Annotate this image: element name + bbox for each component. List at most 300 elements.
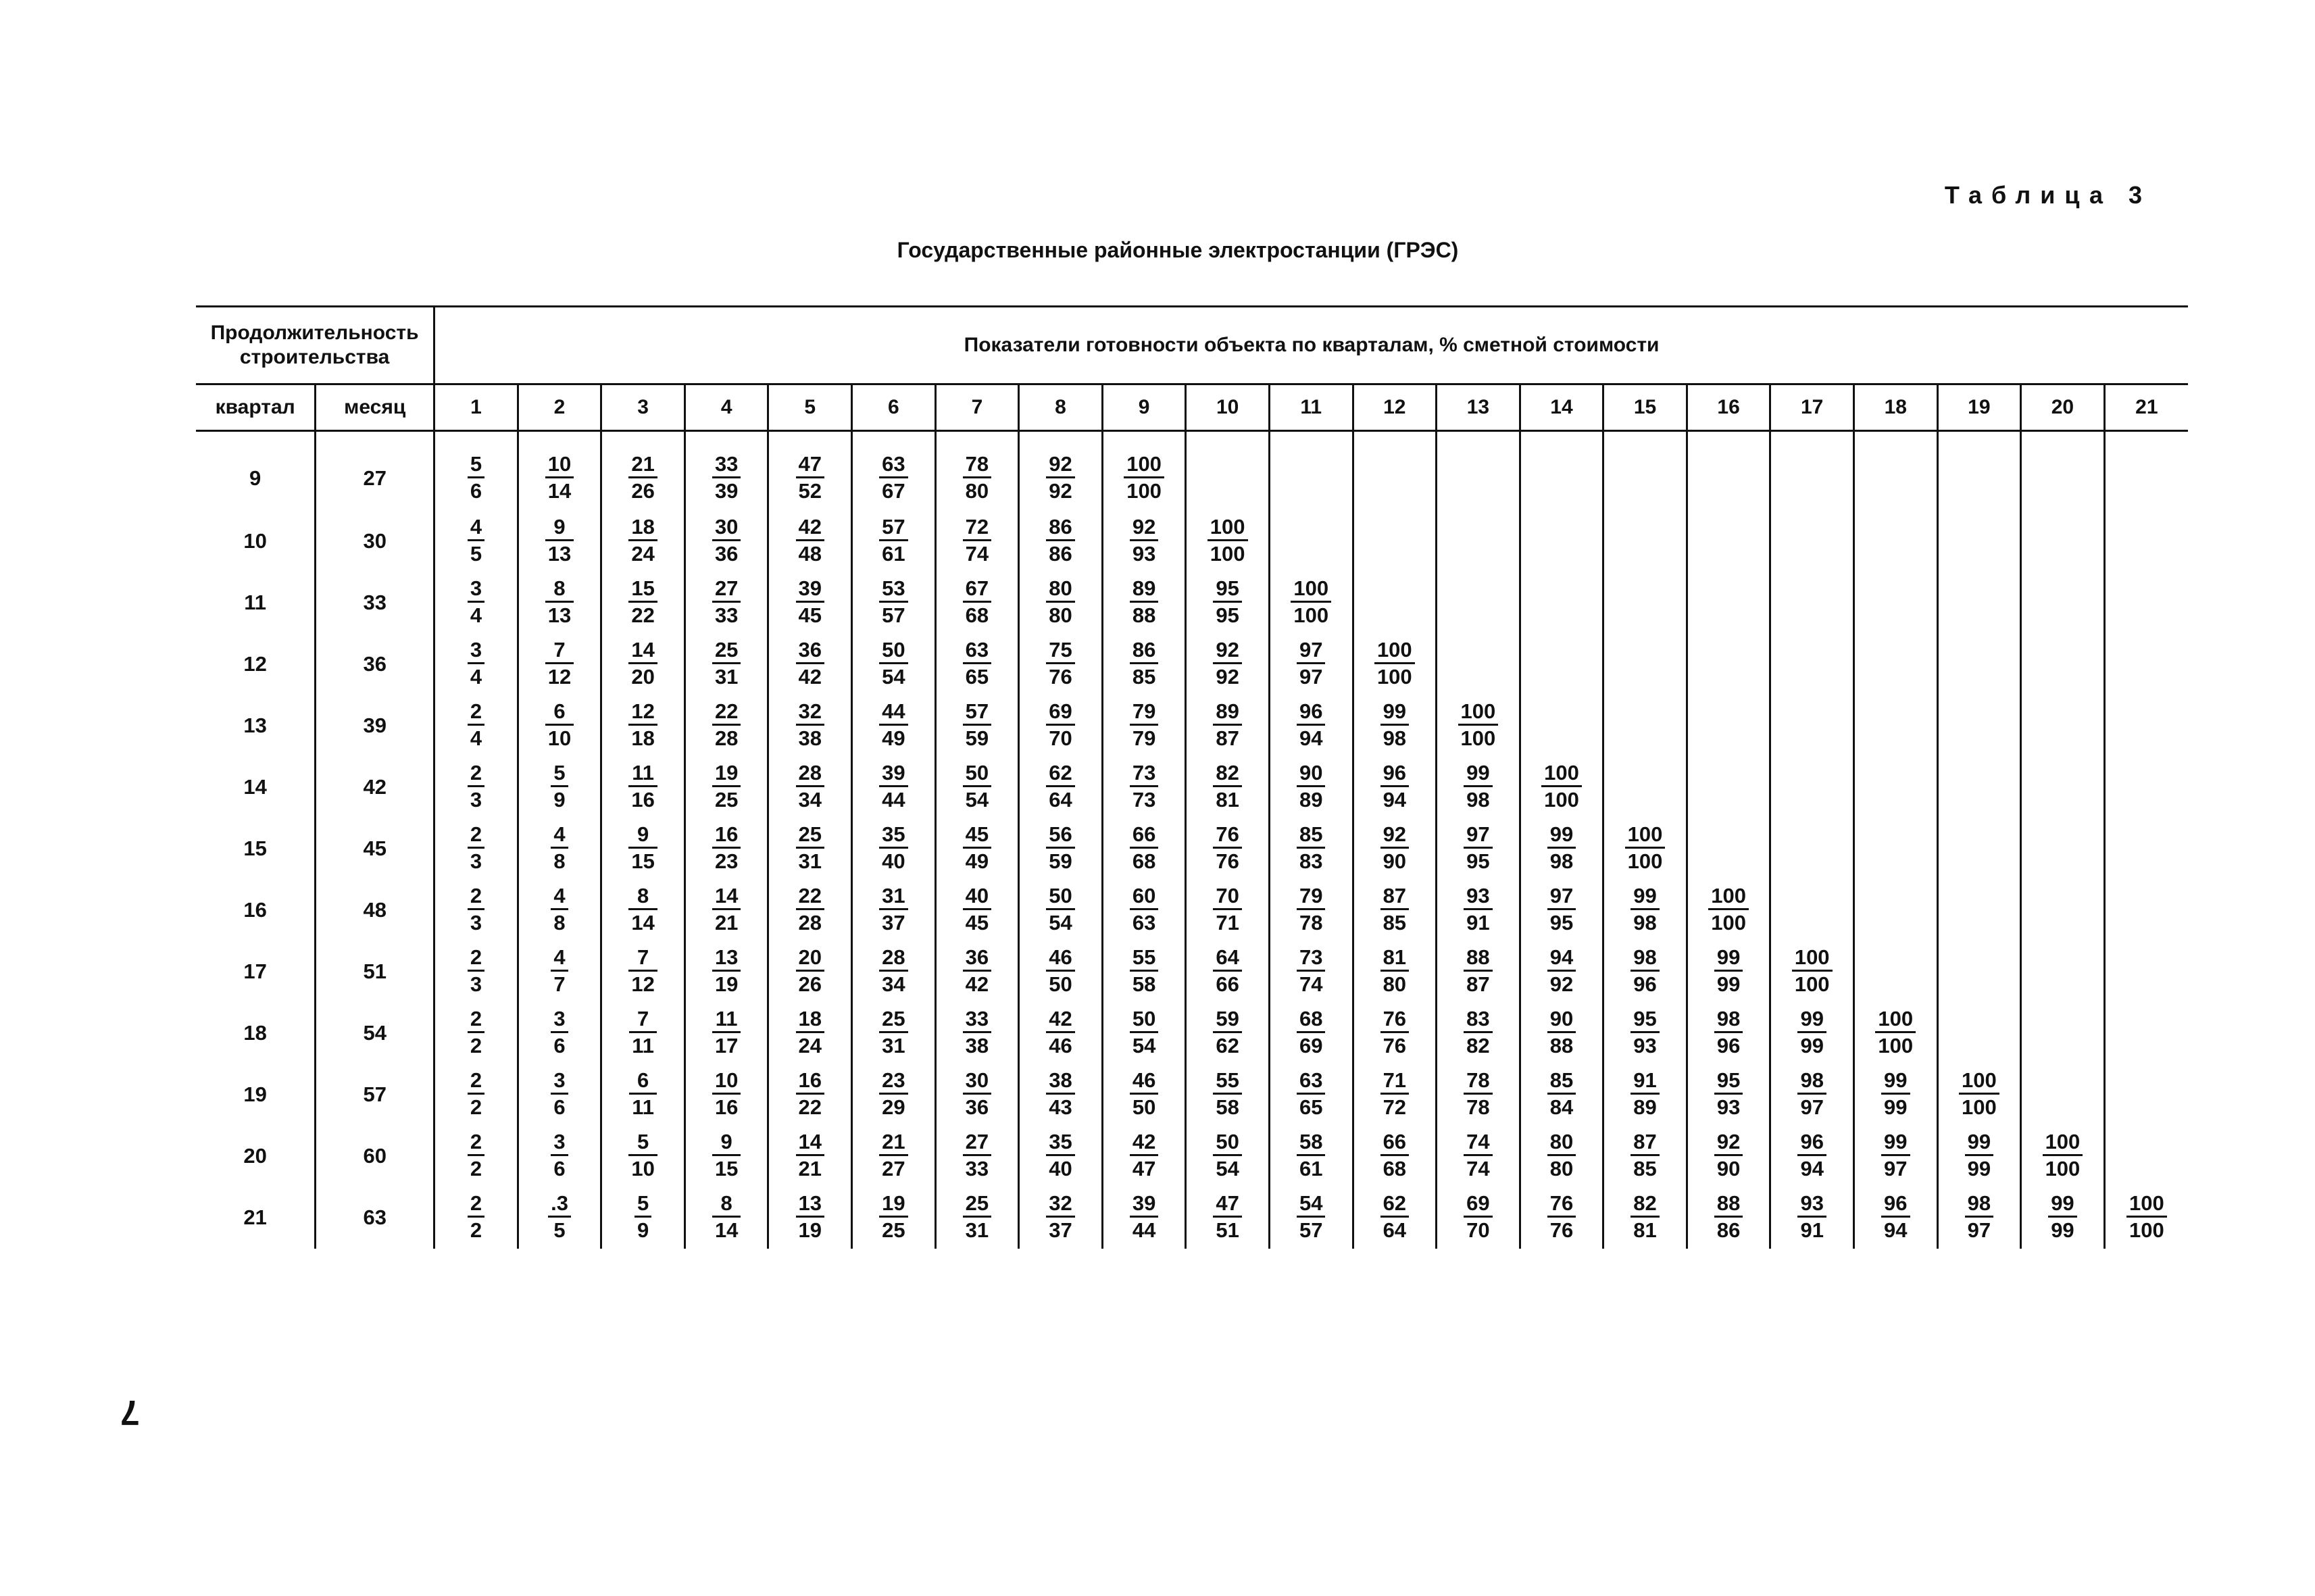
fraction-numerator: 79 — [1297, 885, 1325, 910]
readiness-cell — [1687, 1187, 1770, 1249]
fraction-denominator: 21 — [798, 1157, 822, 1180]
fraction-denominator: 96 — [1633, 972, 1657, 996]
readiness-fraction — [2043, 1131, 2083, 1179]
readiness-cell — [1269, 634, 1353, 695]
fraction-numerator: 56 — [1046, 824, 1074, 849]
readiness-cell — [601, 1003, 685, 1064]
readiness-cell — [434, 941, 518, 1003]
fraction-denominator: 100 — [1210, 542, 1245, 566]
readiness-cell — [1269, 1064, 1353, 1126]
readiness-cell — [768, 1187, 852, 1249]
fraction-numerator: 82 — [1631, 1193, 1659, 1218]
fraction-numerator: 64 — [1213, 947, 1241, 972]
readiness-cell — [1102, 1187, 1186, 1249]
fraction-numerator: 7 — [629, 1008, 657, 1033]
readiness-cell — [1353, 511, 1437, 572]
fraction-denominator: 80 — [1383, 972, 1407, 996]
table-row — [196, 1003, 2188, 1064]
readiness-fraction — [468, 885, 484, 933]
fraction-denominator: 65 — [965, 665, 989, 689]
readiness-cell — [1019, 634, 1103, 695]
readiness-fraction — [1046, 1008, 1074, 1056]
readiness-cell — [935, 695, 1019, 757]
readiness-fraction — [1380, 1070, 1409, 1118]
readiness-fraction — [1464, 762, 1492, 810]
fraction-numerator: 42 — [796, 516, 824, 541]
readiness-cell — [1353, 1187, 1437, 1249]
fraction-numerator: 3 — [551, 1131, 568, 1156]
readiness-cell — [1687, 511, 1770, 572]
fraction-denominator: 31 — [965, 1218, 989, 1242]
fraction-denominator: 74 — [1466, 1157, 1490, 1180]
fraction-denominator: 14 — [714, 1218, 739, 1242]
readiness-cell — [1269, 757, 1353, 818]
readiness-cell — [1520, 941, 1603, 1003]
fraction-numerator: 5 — [551, 762, 568, 787]
fraction-numerator: 44 — [879, 701, 907, 726]
readiness-fraction — [1046, 824, 1074, 872]
readiness-cell — [1186, 695, 1270, 757]
readiness-fraction — [1380, 1193, 1409, 1241]
fraction-numerator: 2 — [468, 1193, 484, 1218]
readiness-fraction — [963, 1131, 991, 1179]
readiness-cell — [1937, 1064, 2021, 1126]
readiness-cell — [1019, 1126, 1103, 1187]
fraction-numerator: 59 — [1213, 1008, 1241, 1033]
readiness-cell — [1603, 880, 1687, 941]
readiness-cell — [601, 1126, 685, 1187]
readiness-cell — [1853, 634, 1937, 695]
readiness-cell — [2021, 1187, 2105, 1249]
fraction-denominator: 4 — [470, 603, 482, 627]
readiness-cell — [2021, 1003, 2105, 1064]
readiness-fraction — [712, 453, 741, 501]
quarter-number-header: 15 — [1603, 384, 1687, 431]
fraction-numerator: 98 — [1797, 1070, 1826, 1095]
fraction-denominator: 57 — [882, 603, 905, 627]
readiness-cell — [2104, 880, 2188, 941]
readiness-fraction — [1881, 1070, 1910, 1118]
readiness-fraction — [1797, 1070, 1826, 1118]
fraction-numerator: 38 — [1046, 1070, 1074, 1095]
fraction-denominator: 97 — [1299, 665, 1323, 689]
readiness-fraction — [1464, 1070, 1492, 1118]
fraction-numerator: 75 — [1046, 639, 1074, 664]
fraction-denominator: 61 — [882, 542, 905, 566]
readiness-fraction — [1714, 1131, 1743, 1179]
readiness-fraction — [1547, 1008, 1576, 1056]
readiness-fraction — [879, 947, 907, 995]
readiness-cell — [1687, 634, 1770, 695]
readiness-fraction — [1875, 1008, 1916, 1056]
readiness-fraction — [551, 885, 568, 933]
fraction-numerator: 100 — [2043, 1131, 2083, 1156]
fraction-numerator: 15 — [628, 578, 657, 603]
fraction-denominator: 33 — [965, 1157, 989, 1180]
readiness-cell — [684, 1187, 768, 1249]
fraction-denominator: 76 — [1049, 665, 1072, 689]
readiness-fraction — [1297, 1131, 1325, 1179]
readiness-fraction — [545, 701, 574, 749]
fraction-denominator: 48 — [798, 542, 822, 566]
readiness-cell — [1269, 431, 1353, 511]
readiness-fraction — [1714, 1193, 1743, 1241]
readiness-cell — [1853, 1064, 1937, 1126]
readiness-fraction — [468, 578, 484, 626]
fraction-numerator: 57 — [879, 516, 907, 541]
duration-quarter-cell: 18 — [243, 1021, 267, 1045]
fraction-denominator: 99 — [2051, 1218, 2074, 1242]
fraction-numerator: 100 — [1458, 701, 1499, 726]
fraction-denominator: 62 — [1216, 1034, 1239, 1057]
fraction-numerator: 36 — [796, 639, 824, 664]
readiness-cell — [1687, 431, 1770, 511]
fraction-numerator: 2 — [468, 947, 484, 972]
readiness-cell — [1019, 1064, 1103, 1126]
readiness-cell — [768, 1064, 852, 1126]
readiness-fraction — [468, 639, 484, 687]
readiness-fraction — [796, 639, 824, 687]
readiness-fraction — [1547, 1193, 1576, 1241]
table-row — [196, 757, 2188, 818]
readiness-fraction — [628, 1131, 657, 1179]
table-row — [196, 695, 2188, 757]
readiness-fraction — [963, 1070, 991, 1118]
readiness-cell — [1353, 880, 1437, 941]
fraction-denominator: 14 — [547, 479, 572, 503]
table-row — [196, 634, 2188, 695]
fraction-numerator: 22 — [796, 885, 824, 910]
fraction-denominator: 67 — [882, 479, 905, 503]
readiness-fraction — [1714, 947, 1743, 995]
fraction-numerator: 22 — [712, 701, 741, 726]
table-row — [196, 941, 2188, 1003]
readiness-cell — [1186, 572, 1270, 634]
table-row — [196, 431, 2188, 511]
readiness-cell — [434, 880, 518, 941]
fraction-denominator: 93 — [1716, 1095, 1741, 1119]
readiness-fraction — [1124, 453, 1164, 501]
readiness-fraction — [1631, 1008, 1659, 1056]
fraction-denominator: 24 — [631, 542, 655, 566]
fraction-denominator: 85 — [1633, 1157, 1657, 1180]
readiness-fraction — [1130, 516, 1158, 564]
readiness-cell — [1853, 880, 1937, 941]
fraction-denominator: 44 — [1132, 1218, 1156, 1242]
fraction-denominator: 31 — [882, 1034, 905, 1057]
readiness-cell — [1853, 1187, 1937, 1249]
readiness-fraction — [1380, 1008, 1409, 1056]
readiness-cell — [518, 634, 601, 695]
quarter-number-header: 16 — [1687, 384, 1770, 431]
fraction-denominator: 26 — [631, 479, 655, 503]
readiness-fraction — [1130, 947, 1158, 995]
fraction-denominator: 16 — [714, 1095, 739, 1119]
fraction-numerator: 90 — [1297, 762, 1325, 787]
fraction-numerator: 5 — [468, 453, 484, 478]
fraction-numerator: 100 — [1959, 1070, 1999, 1095]
readiness-cell — [1853, 941, 1937, 1003]
fraction-denominator: 50 — [1049, 972, 1072, 996]
fraction-denominator: 21 — [714, 911, 739, 934]
fraction-numerator: 73 — [1130, 762, 1158, 787]
fraction-numerator: 18 — [796, 1008, 824, 1033]
readiness-fraction — [879, 885, 907, 933]
fraction-numerator: 72 — [963, 516, 991, 541]
readiness-cell — [518, 1187, 601, 1249]
fraction-numerator: 100 — [1374, 639, 1415, 664]
readiness-cell — [1102, 431, 1186, 511]
readiness-fraction — [628, 639, 657, 687]
readiness-cell — [1687, 1126, 1770, 1187]
fraction-numerator: 89 — [1213, 701, 1241, 726]
fraction-denominator: 29 — [882, 1095, 905, 1119]
readiness-cell — [1186, 757, 1270, 818]
fraction-numerator: 93 — [1797, 1193, 1826, 1218]
readiness-cell — [1437, 757, 1520, 818]
readiness-fraction — [1046, 1070, 1074, 1118]
readiness-cell — [1937, 695, 2021, 757]
fraction-numerator: 99 — [1881, 1070, 1910, 1095]
readiness-cell — [601, 695, 685, 757]
readiness-cell — [935, 880, 1019, 941]
readiness-cell — [1520, 757, 1603, 818]
readiness-fraction — [1046, 762, 1074, 810]
readiness-cell — [1186, 634, 1270, 695]
readiness-cell — [852, 1003, 936, 1064]
readiness-fraction — [1046, 578, 1074, 626]
fraction-numerator: 46 — [1130, 1070, 1158, 1095]
fraction-denominator: 85 — [1132, 665, 1156, 689]
readiness-fraction — [1297, 639, 1325, 687]
readiness-fraction — [551, 1070, 568, 1118]
readiness-cell — [1102, 818, 1186, 880]
fraction-denominator: 93 — [1132, 542, 1156, 566]
fraction-numerator: 28 — [796, 762, 824, 787]
readiness-fraction — [1797, 1008, 1826, 1056]
fraction-numerator: 100 — [1792, 947, 1833, 972]
readiness-fraction — [712, 762, 741, 810]
readiness-cell — [2021, 431, 2105, 511]
readiness-cell — [1353, 634, 1437, 695]
fraction-denominator: 98 — [1383, 726, 1407, 750]
quarter-number-header: 20 — [2021, 384, 2105, 431]
readiness-fraction — [628, 947, 657, 995]
readiness-cell — [852, 880, 936, 941]
readiness-cell — [1603, 511, 1687, 572]
readiness-fraction — [1380, 701, 1409, 749]
fraction-denominator: 14 — [631, 911, 655, 934]
readiness-cell — [935, 511, 1019, 572]
quarter-number-header: 13 — [1437, 384, 1520, 431]
readiness-fraction — [1380, 1131, 1409, 1179]
fraction-denominator: 76 — [1216, 849, 1239, 873]
page-number: 7 — [120, 1393, 140, 1432]
fraction-numerator: 8 — [628, 885, 657, 910]
readiness-cell — [2104, 941, 2188, 1003]
readiness-cell — [1269, 572, 1353, 634]
readiness-cell — [935, 1064, 1019, 1126]
readiness-cell — [1019, 431, 1103, 511]
readiness-fraction — [1046, 516, 1074, 564]
readiness-cell — [2104, 695, 2188, 757]
readiness-fraction — [1130, 1131, 1158, 1179]
quarter-number-header: 8 — [1019, 384, 1103, 431]
readiness-fraction — [1130, 824, 1158, 872]
fraction-numerator: 11 — [628, 762, 657, 787]
readiness-cell — [518, 818, 601, 880]
fraction-numerator: 7 — [545, 639, 574, 664]
fraction-numerator: 40 — [963, 885, 991, 910]
readiness-fraction — [1464, 947, 1492, 995]
readiness-cell — [1770, 1064, 1854, 1126]
readiness-fraction — [1130, 1193, 1158, 1241]
fraction-denominator: 80 — [965, 479, 989, 503]
fraction-numerator: 21 — [628, 453, 657, 478]
readiness-cell — [1102, 634, 1186, 695]
readiness-cell — [1770, 1003, 1854, 1064]
quarter-number-header: 3 — [601, 384, 685, 431]
readiness-cell — [518, 572, 601, 634]
readiness-fraction — [712, 1131, 741, 1179]
readiness-cell — [434, 1187, 518, 1249]
fraction-denominator: 86 — [1716, 1218, 1741, 1242]
readiness-fraction — [879, 1131, 907, 1179]
readiness-fraction — [712, 885, 741, 933]
fraction-numerator: 76 — [1213, 824, 1241, 849]
readiness-fraction — [879, 516, 907, 564]
fraction-numerator: 10 — [545, 453, 574, 478]
readiness-cell — [1937, 572, 2021, 634]
fraction-denominator: 3 — [470, 911, 482, 934]
duration-month-cell: 48 — [316, 880, 434, 941]
fraction-numerator: 92 — [1380, 824, 1409, 849]
fraction-numerator: 82 — [1213, 762, 1241, 787]
readiness-cell — [2104, 1003, 2188, 1064]
readiness-cell — [1437, 572, 1520, 634]
fraction-denominator: 80 — [1049, 603, 1072, 627]
readiness-fraction — [1297, 701, 1325, 749]
readiness-cell — [601, 511, 685, 572]
readiness-fraction — [1213, 639, 1241, 687]
duration-quarter-cell: 19 — [243, 1082, 267, 1106]
fraction-numerator: 2 — [468, 1008, 484, 1033]
duration-quarter-cell: 12 — [243, 652, 267, 676]
readiness-cell — [1853, 757, 1937, 818]
readiness-cell — [1937, 1126, 2021, 1187]
fraction-denominator: 65 — [1299, 1095, 1323, 1119]
fraction-denominator: 8 — [553, 911, 566, 934]
readiness-cell — [935, 1003, 1019, 1064]
fraction-numerator: 97 — [1297, 639, 1325, 664]
fraction-numerator: 96 — [1797, 1131, 1826, 1156]
fraction-denominator: 89 — [1299, 788, 1323, 812]
quarter-number-header: 4 — [684, 384, 768, 431]
readiness-cell — [2021, 1126, 2105, 1187]
readiness-fraction — [1213, 824, 1241, 872]
readiness-cell — [852, 941, 936, 1003]
readiness-fraction — [1130, 701, 1158, 749]
quarter-number-header: 9 — [1102, 384, 1186, 431]
fraction-numerator: 99 — [1380, 701, 1409, 726]
readiness-fraction — [628, 701, 657, 749]
readiness-cell — [1520, 818, 1603, 880]
duration-quarter-cell: 16 — [243, 898, 267, 922]
quarter-number-header: 2 — [518, 384, 601, 431]
readiness-fraction — [1625, 824, 1666, 872]
fraction-denominator: 87 — [1466, 972, 1490, 996]
fraction-numerator: 2 — [468, 701, 484, 726]
fraction-numerator: 8 — [712, 1193, 741, 1218]
readiness-cell — [852, 572, 936, 634]
duration-month-cell: 27 — [316, 431, 434, 511]
fraction-denominator: 96 — [1716, 1034, 1741, 1057]
readiness-fraction — [1881, 1131, 1910, 1179]
fraction-denominator: 100 — [1711, 911, 1746, 934]
fraction-numerator: 96 — [1881, 1193, 1910, 1218]
fraction-numerator: 23 — [879, 1070, 907, 1095]
readiness-cell — [1603, 1064, 1687, 1126]
readiness-fraction — [1297, 1070, 1325, 1118]
fraction-numerator: 36 — [963, 947, 991, 972]
readiness-cell — [1186, 511, 1270, 572]
fraction-denominator: 66 — [1216, 972, 1239, 996]
fraction-numerator: 74 — [1464, 1131, 1492, 1156]
readiness-cell — [1437, 1187, 1520, 1249]
readiness-fraction — [712, 1070, 741, 1118]
fraction-numerator: 9 — [545, 516, 574, 541]
readiness-cell — [1520, 1187, 1603, 1249]
fraction-numerator: 79 — [1130, 701, 1158, 726]
readiness-cell — [684, 880, 768, 941]
readiness-fraction — [796, 885, 824, 933]
fraction-denominator: 99 — [1716, 972, 1741, 996]
readiness-cell — [1520, 1003, 1603, 1064]
readiness-fraction — [628, 578, 657, 626]
readiness-fraction — [468, 1193, 484, 1241]
readiness-fraction — [1213, 947, 1241, 995]
fraction-denominator: 5 — [553, 1218, 566, 1242]
readiness-fraction — [468, 1070, 484, 1118]
readiness-cell — [1770, 572, 1854, 634]
readiness-cell — [1353, 1003, 1437, 1064]
readiness-fraction — [1046, 885, 1074, 933]
fraction-numerator: 9 — [712, 1131, 741, 1156]
readiness-cell — [518, 880, 601, 941]
readiness-fraction — [1213, 578, 1241, 626]
readiness-cell — [1186, 1064, 1270, 1126]
readiness-cell — [601, 572, 685, 634]
fraction-denominator: 94 — [1800, 1157, 1824, 1180]
header-row-groups — [196, 307, 2188, 384]
fraction-denominator: 81 — [1216, 788, 1239, 812]
readiness-cell — [852, 757, 936, 818]
fraction-denominator: 94 — [1884, 1218, 1908, 1242]
readiness-fraction — [628, 824, 657, 872]
readiness-cell — [768, 880, 852, 941]
readiness-cell — [1687, 1064, 1770, 1126]
readiness-cell — [935, 941, 1019, 1003]
readiness-fraction — [551, 1131, 568, 1179]
readiness-cell — [1269, 880, 1353, 941]
readiness-cell — [1186, 1126, 1270, 1187]
readiness-fraction — [545, 578, 574, 626]
readiness-cell — [684, 431, 768, 511]
fraction-numerator: 7 — [628, 947, 657, 972]
readiness-fraction — [551, 824, 568, 872]
readiness-fraction — [545, 639, 574, 687]
fraction-denominator: 50 — [1132, 1095, 1156, 1119]
